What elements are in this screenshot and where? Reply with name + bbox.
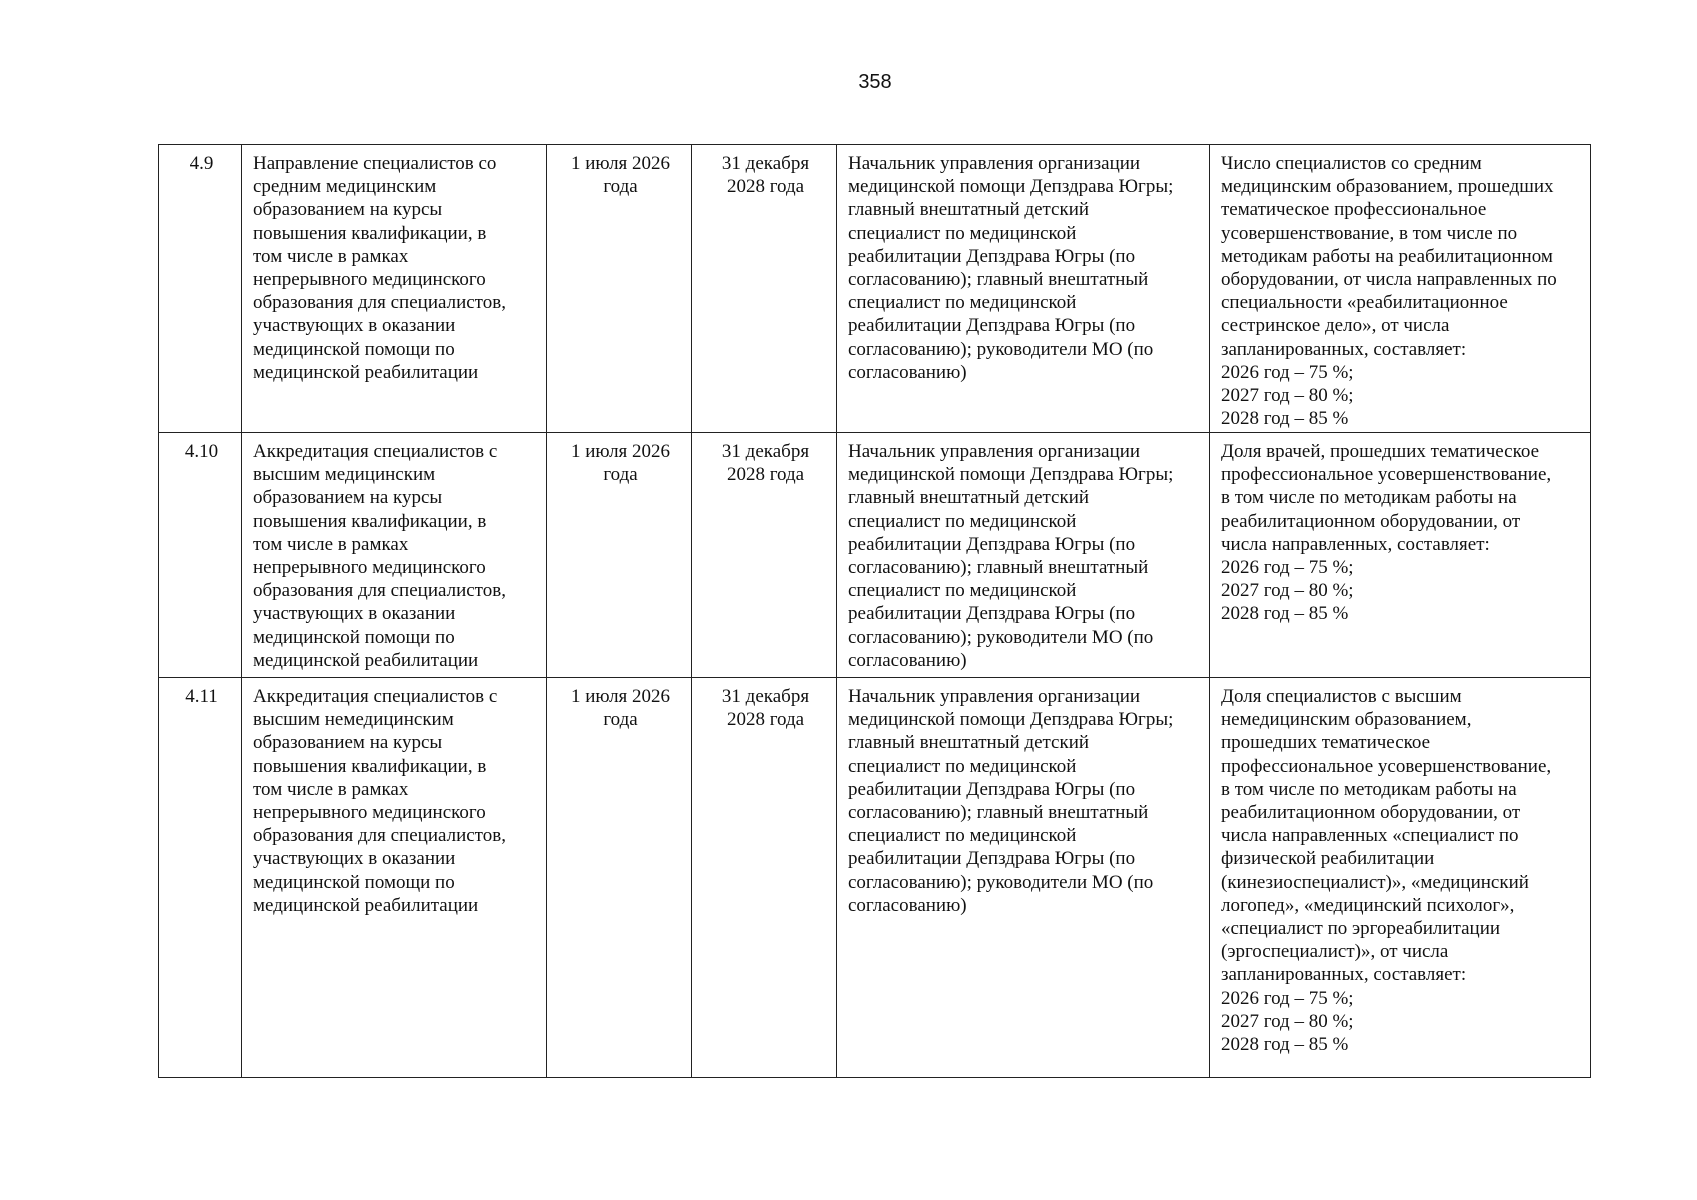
end-date-cell: 31 декабря 2028 года	[692, 145, 837, 433]
page-number: 358	[858, 71, 892, 93]
start-date-cell: 1 июля 2026 года	[547, 433, 692, 678]
table-row	[159, 678, 1591, 1078]
end-date-cell: 31 декабря 2028 года	[692, 433, 837, 678]
table-row	[159, 145, 1591, 433]
event-description-cell: Аккредитация специалистов с высшим медицинским образованием на курсы повышения квалификации, в том числе в рамках непрерывного медицинского образования для специалистов, участвующих в оказании медицинской помощи по медицинской реабилитации	[242, 433, 547, 678]
item-number-cell: 4.11	[159, 678, 242, 1078]
end-date-cell: 31 декабря 2028 года	[692, 678, 837, 1078]
responsible-cell: Начальник управления организации медицинской помощи Депздрава Югры; главный внештатный детский специалист по медицинской реабилитации Депздрава Югры (по согласованию); главный внештатный специалист по медицинской реабилитации Депздрава Югры (по согласованию); руководители МО (по согласованию)	[837, 145, 1210, 433]
start-date-cell: 1 июля 2026 года	[547, 678, 692, 1078]
item-number-cell: 4.9	[159, 145, 242, 433]
activities-table	[158, 144, 1591, 1078]
item-number-cell: 4.10	[159, 433, 242, 678]
start-date-cell: 1 июля 2026 года	[547, 145, 692, 433]
responsible-cell: Начальник управления организации медицинской помощи Депздрава Югры; главный внештатный детский специалист по медицинской реабилитации Депздрава Югры (по согласованию); главный внештатный специалист по медицинской реабилитации Депздрава Югры (по согласованию); руководители МО (по согласованию)	[837, 433, 1210, 678]
table-row	[159, 433, 1591, 678]
result-indicator-cell: Доля врачей, прошедших тематическое профессиональное усовершенствование, в том числе по методикам работы на реабилитационном оборудовании, от числа направленных, составляет: 2026 год – 75 %; 2027 год – 80 %; 2028 год – 85 %	[1210, 433, 1591, 678]
event-description-cell: Аккредитация специалистов с высшим немедицинским образованием на курсы повышения квалификации, в том числе в рамках непрерывного медицинского образования для специалистов, участвующих в оказании медицинской помощи по медицинской реабилитации	[242, 678, 547, 1078]
responsible-cell: Начальник управления организации медицинской помощи Депздрава Югры; главный внештатный детский специалист по медицинской реабилитации Депздрава Югры (по согласованию); главный внештатный специалист по медицинской реабилитации Депздрава Югры (по согласованию); руководители МО (по согласованию)	[837, 678, 1210, 1078]
event-description-cell: Направление специалистов со средним медицинским образованием на курсы повышения квалификации, в том числе в рамках непрерывного медицинского образования для специалистов, участвующих в оказании медицинской помощи по медицинской реабилитации	[242, 145, 547, 433]
result-indicator-cell: Доля специалистов с высшим немедицинским образованием, прошедших тематическое профессиональное усовершенствование, в том числе по методикам работы на реабилитационном оборудовании, от числа направленных «специалист по физической реабилитации (кинезиоспециалист)», «медицинский логопед», «медицинский психолог», «специалист по эргореабилитации (эргоспециалист)», от числа запланированных, составляет: 2026 год – 75 %; 2027 год – 80 %; 2028 год – 85 %	[1210, 678, 1591, 1078]
result-indicator-cell: Число специалистов со средним медицинским образованием, прошедших тематическое профессиональное усовершенствование, в том числе по методикам работы на реабилитационном оборудовании, от числа направленных по специальности «реабилитационное сестринское дело», от числа запланированных, составляет: 2026 год – 75 %; 2027 год – 80 %; 2028 год – 85 %	[1210, 145, 1591, 433]
